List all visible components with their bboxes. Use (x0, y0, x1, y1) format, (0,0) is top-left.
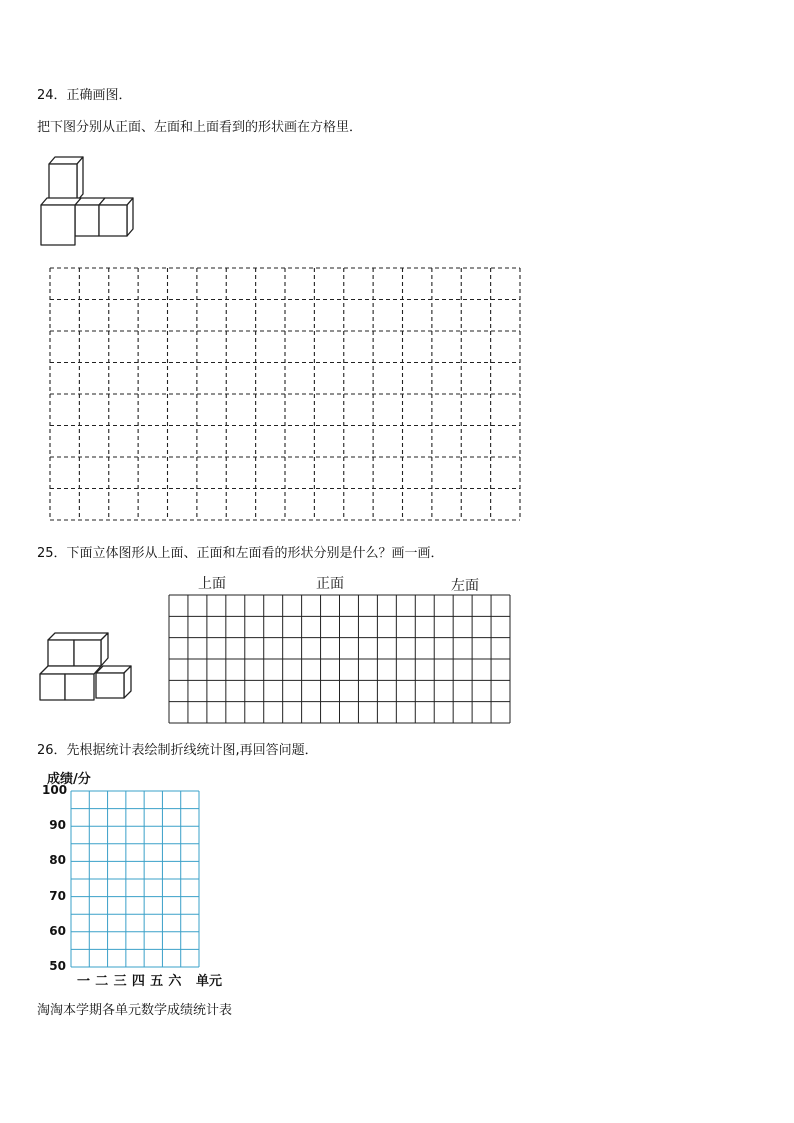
label-front-view: 正面 (316, 576, 344, 592)
q25-grid[interactable] (168, 594, 511, 724)
y-tick-label: 100 (42, 783, 68, 797)
chart-grid[interactable] (70, 790, 200, 968)
q25-title: 25．下面立体图形从上面、正面和左面看的形状分别是什么？画一画． (37, 546, 444, 561)
chart-y-axis-label: 成绩/分 (47, 772, 91, 787)
q24-instruction: 把下图分别从正面、左面和上面看到的形状画在方格里． (37, 120, 363, 135)
x-category-label: 一 (77, 974, 91, 989)
label-top-view: 上面 (198, 576, 226, 592)
y-tick-label: 50 (49, 959, 66, 973)
y-tick-label: 70 (49, 888, 66, 903)
q24-title: 24．正确画图． (37, 88, 132, 103)
y-tick-label: 80 (49, 853, 66, 868)
table-caption: 淘淘本学期各单元数学成绩统计表 (37, 1003, 233, 1018)
q24-cube-figure (40, 154, 140, 249)
x-category-label: 四 (131, 974, 145, 989)
chart-x-axis-label: 单元 (196, 974, 223, 989)
x-category-label: 二 (95, 974, 109, 989)
q26-title: 26．先根据统计表绘制折线统计图,再回答问题． (37, 743, 318, 758)
x-category-label: 三 (113, 974, 127, 989)
y-tick-label: 90 (49, 818, 66, 833)
x-category-label: 六 (168, 974, 182, 989)
x-category-label: 五 (150, 974, 164, 989)
y-tick-label: 60 (49, 923, 66, 938)
q25-cube-figure (38, 632, 138, 704)
label-left-view: 左面 (451, 578, 479, 594)
q24-dashed-grid[interactable] (49, 267, 521, 523)
